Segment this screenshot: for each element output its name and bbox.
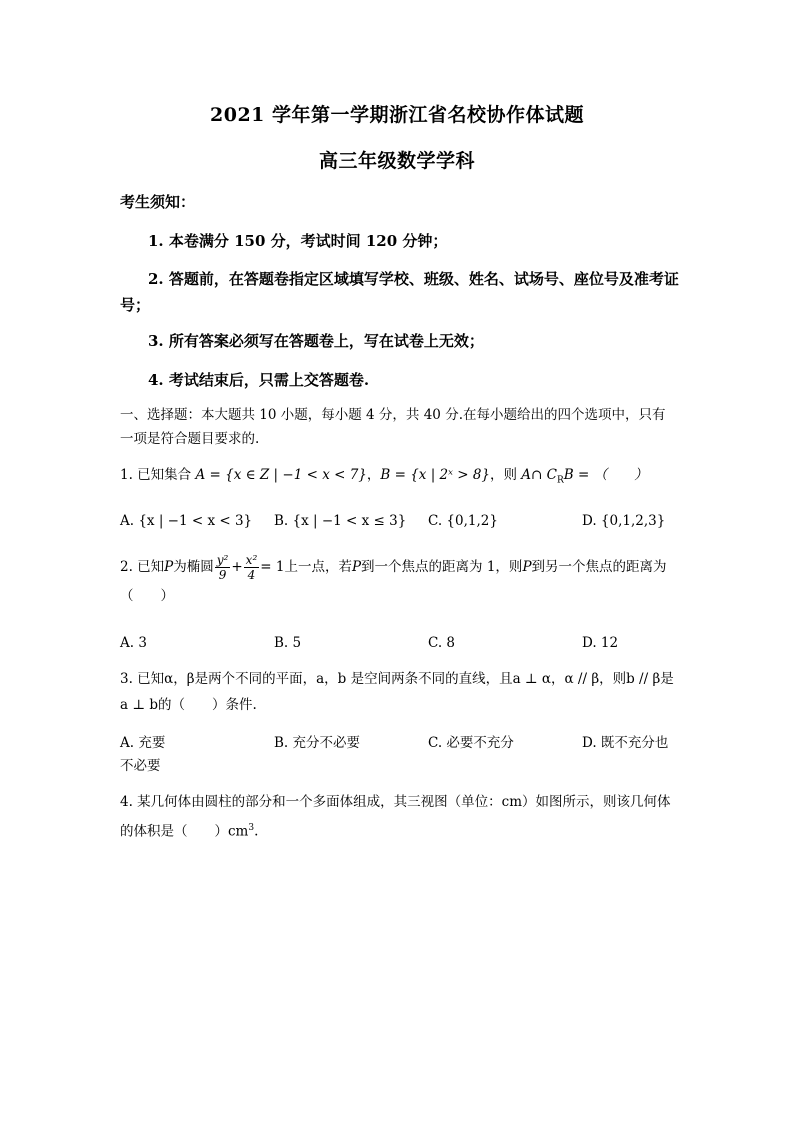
q2-plus: + (231, 559, 243, 575)
q3-option-a: A. 充要 (120, 735, 166, 751)
q1-set-b: B = {x | 2ˣ > 8} (380, 467, 490, 483)
notice-item: 1. 本卷满分 150 分，考试时间 120 分钟； (148, 232, 448, 250)
q1-option-a: A. {x | −1 < x < 3} (120, 513, 253, 529)
notice-item: 3. 所有答案必须写在答题卷上，写在试卷上无效； (148, 332, 484, 350)
q2-point-p: P (351, 559, 362, 575)
q2-frac2-num: x² (245, 553, 258, 567)
q2-option-a: A. 3 (120, 635, 147, 651)
question-1 (120, 462, 680, 494)
q4-text: 4. 某几何体由圆柱的部分和一个多面体组成，其三视图（单位：cm）如图所示，则该几何体的体积是（ ）cm (120, 794, 671, 840)
q2-frac2-den: 4 (247, 568, 256, 582)
notice-heading: 考生须知： (120, 193, 196, 211)
q3-option-c: C. 必要不充分 (428, 735, 514, 751)
q2-option-c: C. 8 (428, 635, 456, 651)
q1-prefix: 1. 已知集合 (120, 467, 196, 483)
q1-option-b: B. {x | −1 < x ≤ 3} (274, 513, 407, 529)
question-2 (120, 553, 680, 610)
q3-option-d: D. 既不充分也 (582, 735, 669, 751)
q2-point-p: P (164, 559, 174, 575)
q3-option-d-continued: 不必要 (120, 758, 161, 774)
q2-text-5: 到另一个焦点的距离为（ ） (120, 559, 667, 604)
q2-fraction-x (244, 553, 260, 582)
q4-unit-exponent: 3 (248, 823, 255, 833)
q1-option-c: C. {0,1,2} (428, 513, 498, 529)
q1-expr: A∩ C (521, 467, 557, 483)
q1-option-d: D. {0,1,2,3} (582, 513, 666, 529)
q2-eq: = 1 (260, 559, 285, 575)
q1-sub: R (556, 475, 564, 486)
q1-set-a: A = {x ∈ Z | −1 < x < 7} (195, 467, 367, 483)
q2-point-p: P (522, 559, 532, 575)
question-4 (120, 789, 680, 845)
q1-expr-end: B = （ ） (563, 467, 648, 483)
question-3: 3. 已知α，β是两个不同的平面，a，b 是空间两条不同的直线，且a ⊥ α，α // β，则b // β是a ⊥ b的（ ）条件. (120, 671, 674, 713)
q2-text-3: 上一点，若 (284, 559, 352, 575)
q3-option-b: B. 充分不必要 (274, 735, 361, 751)
q2-text-1: 2. 已知 (120, 559, 165, 575)
exam-subtitle: 高三年级数学学科 (318, 150, 475, 172)
q1-options (120, 508, 680, 534)
exam-title: 2021 学年第一学期浙江省名校协作体试题 (210, 104, 584, 126)
q4-end: . (254, 823, 259, 840)
notice-item: 2. 答题前，在答题卷指定区域填写学校、班级、姓名、试场号、座位号及准考证号； (120, 270, 679, 314)
section-instructions: 一、选择题：本大题共 10 小题，每小题 4 分，共 40 分.在每小题给出的四个选项中，只有一项是符合题目要求的. (120, 407, 666, 447)
q2-options (120, 630, 680, 656)
q1-mid: ，则 (490, 467, 522, 483)
q3-options (120, 730, 680, 756)
q2-text-2: 为椭圆 (173, 559, 214, 575)
q2-option-b: B. 5 (274, 635, 302, 651)
q2-option-d: D. 12 (582, 635, 619, 651)
notice-item: 4. 考试结束后，只需上交答题卷. (148, 371, 370, 389)
q1-sep: ， (366, 467, 381, 483)
q2-text-4: 到一个焦点的距离为 1，则 (361, 559, 523, 575)
q2-frac1-num: y² (216, 553, 229, 567)
q2-fraction-y (215, 553, 231, 582)
q2-frac1-den: 9 (218, 568, 227, 582)
